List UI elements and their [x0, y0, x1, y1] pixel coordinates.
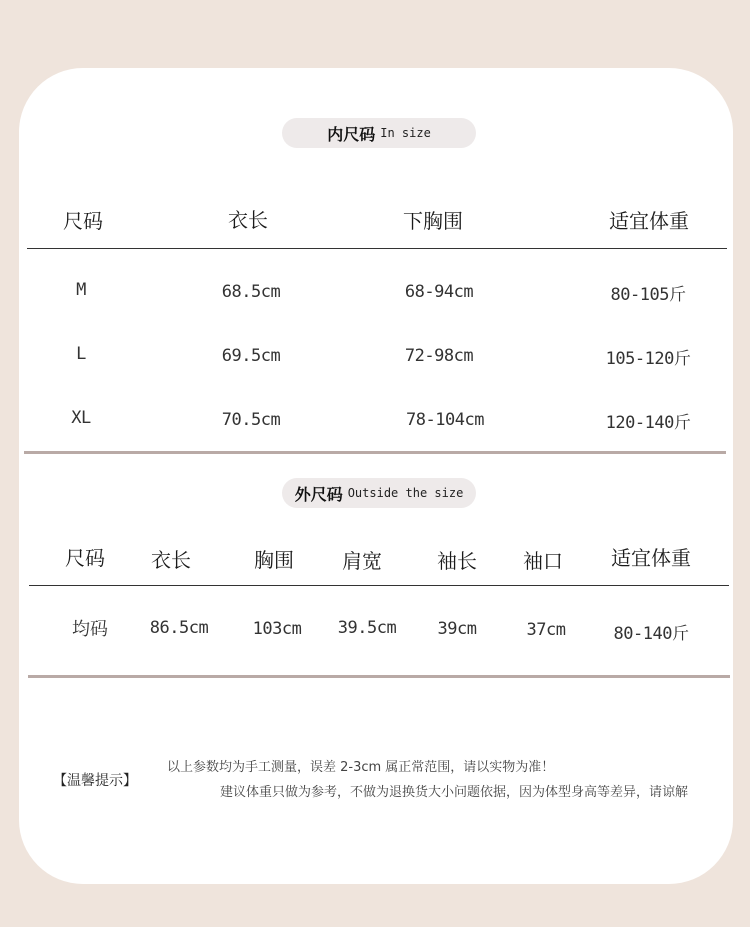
inner-row-xl-size: XL [71, 408, 91, 428]
outer-header-size: 尺码 [65, 546, 105, 570]
inner-row-xl-weight: 120-140斤 [605, 413, 691, 433]
inner-size-title-pill [282, 118, 476, 148]
inner-row-xl-length: 70.5cm [221, 410, 281, 430]
outer-row-sleeve-length: 39cm [437, 619, 477, 639]
notes-line-1: 以上参数均为手工测量，误差 2-3cm 属正常范围，请以实物为准！ [167, 760, 555, 775]
outer-row-length: 86.5cm [149, 618, 209, 638]
outer-row-cuff: 37cm [526, 620, 566, 640]
inner-row-l-size: L [76, 344, 86, 364]
outer-table-bottom-divider [28, 675, 730, 678]
outer-header-shoulder: 肩宽 [342, 549, 382, 573]
outer-size-title-pill [282, 478, 476, 508]
notes-line-2: 建议体重只做为参考，不做为退换货大小问题依据，因为体型身高等差异，请谅解 [220, 785, 689, 800]
inner-row-xl-underbust: 78-104cm [406, 410, 484, 430]
inner-header-divider [27, 248, 727, 249]
size-chart-card [19, 68, 733, 884]
inner-size-title-en: In size [380, 126, 431, 140]
inner-row-m-size: M [76, 280, 86, 300]
outer-size-title-en: Outside the size [347, 486, 464, 500]
inner-row-l-weight: 105-120斤 [605, 349, 691, 369]
outer-row-shoulder: 39.5cm [337, 618, 397, 638]
inner-size-title-zh: 内尺码 [327, 124, 376, 144]
inner-row-l-underbust: 72-98cm [404, 346, 474, 366]
inner-row-m-length: 68.5cm [221, 282, 281, 302]
outer-header-cuff: 袖口 [523, 549, 563, 573]
outer-row-weight: 80-140斤 [613, 624, 689, 644]
inner-table-bottom-divider [24, 451, 726, 454]
outer-size-title-zh: 外尺码 [294, 484, 343, 504]
notes-label: 【温馨提示】 [53, 773, 137, 789]
outer-header-chest: 胸围 [254, 548, 294, 572]
inner-row-l-length: 69.5cm [221, 346, 281, 366]
outer-header-weight: 适宜体重 [611, 546, 691, 570]
outer-row-chest: 103cm [252, 619, 302, 639]
outer-row-size: 均码 [72, 619, 108, 640]
inner-row-m-weight: 80-105斤 [610, 285, 686, 305]
outer-header-sleeve-length: 袖长 [437, 549, 477, 573]
inner-header-length: 衣长 [228, 208, 268, 232]
outer-header-divider [29, 585, 729, 586]
inner-header-underbust: 下胸围 [403, 209, 463, 233]
outer-header-length: 衣长 [151, 548, 191, 572]
inner-row-m-underbust: 68-94cm [404, 282, 474, 302]
inner-header-weight: 适宜体重 [609, 209, 689, 233]
inner-header-size: 尺码 [63, 209, 103, 233]
